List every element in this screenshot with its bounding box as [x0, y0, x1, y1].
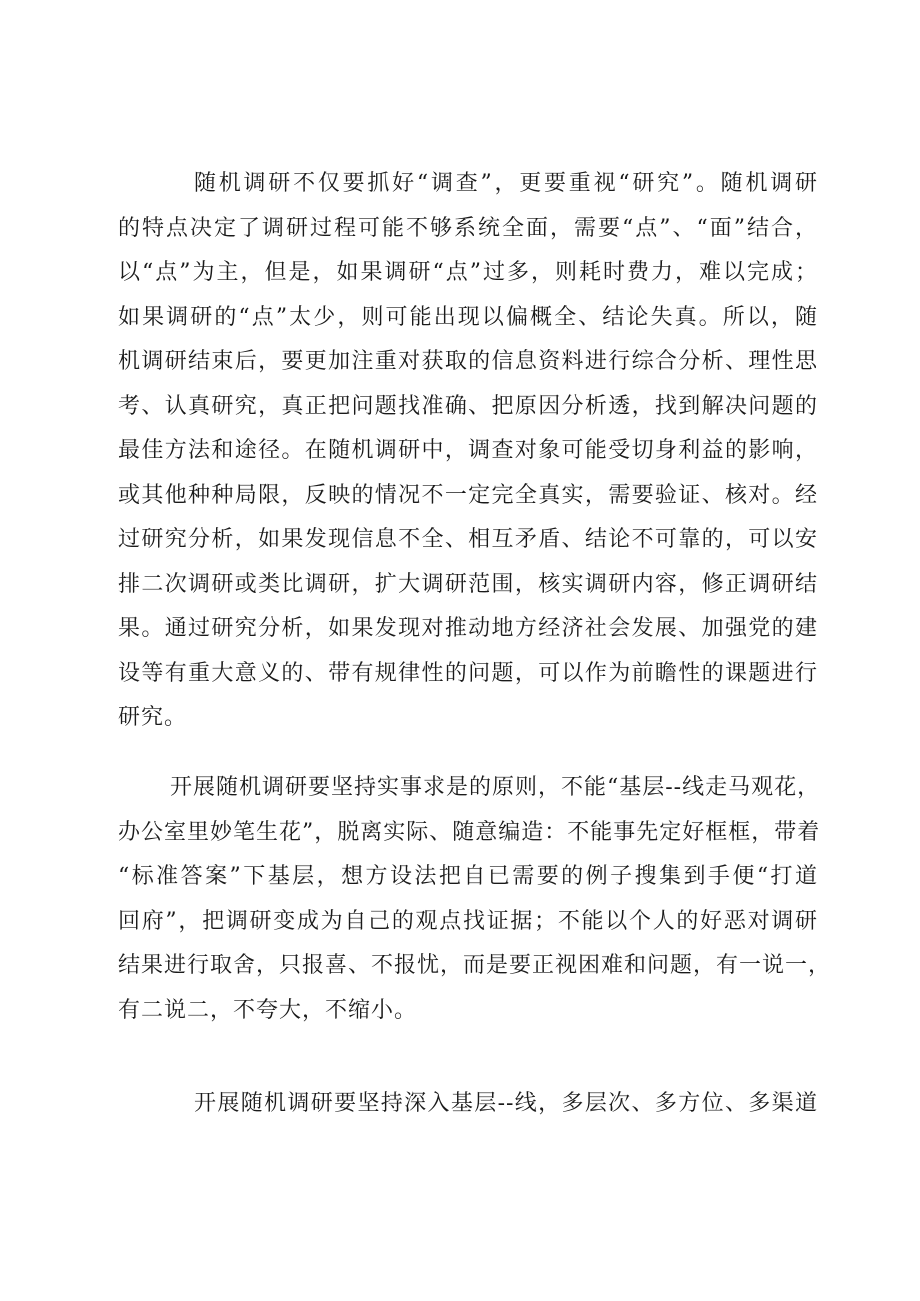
text-line: 随机调研不仅要抓好“调查”，更要重视“研究”。随机调研: [194, 171, 818, 196]
text-line: 最佳方法和途径。在随机调研中，调查对象可能受切身利益的影响，: [118, 438, 818, 463]
text-line: 如果调研的“点”太少，则可能出现以偏概全、结论失真。所以，随: [118, 304, 818, 330]
text-line: “标准答案”下基层，想方设法把自已需要的例子搜集到手便“打道: [118, 864, 818, 889]
text-line: 机调研结束后，要更加注重对获取的信息资料进行综合分析、理性思: [118, 349, 818, 374]
paragraph-research-emphasis: [118, 162, 818, 741]
paragraph-go-deep: [118, 1082, 818, 1127]
text-line: 开展随机调研要坚持实事求是的原则，不能“基层--线走马观花，: [170, 775, 821, 800]
paragraph-seek-truth: [118, 766, 832, 1033]
text-line: 有二说二，不夸大，不缩小。: [118, 997, 418, 1023]
text-line: 回府”，把调研变成为自己的观点找证据；不能以个人的好恶对调研: [118, 908, 818, 934]
text-line: 开展随机调研要坚持深入基层--线，多层次、多方位、多渠道: [194, 1091, 818, 1116]
text-line: 办公室里妙笔生花”，脱离实际、随意编造：不能事先定好框框，带着: [118, 819, 821, 845]
text-line: 过研究分析，如果发现信息不全、相互矛盾、结论不可靠的，可以安: [118, 527, 818, 552]
text-line: 设等有重大意义的、带有规律性的问题，可以作为前瞻性的课题进行: [118, 660, 818, 686]
text-line: 考、认真研究，真正把问题找准确、把原因分析透，找到解决问题的: [118, 393, 818, 419]
text-line: 以“点”为主，但是，如果调研“点”过多，则耗时费力，难以完成；: [118, 260, 818, 285]
text-line: 排二次调研或类比调研，扩大调研范围，核实调研内容，修正调研结: [118, 571, 818, 597]
text-line: 的特点决定了调研过程可能不够系统全面，需要“点”、“面”结合，: [118, 215, 818, 241]
text-line: 或其他种种局限，反映的情况不一定完全真实，需要验证、核对。经: [118, 482, 818, 508]
text-line: 果。通过研究分析，如果发现对推动地方经济社会发展、加强党的建: [118, 616, 818, 641]
text-line: 研究。: [118, 705, 188, 730]
text-line: 结果进行取舍，只报喜、不报忧，而是要正视困难和问题，有一说一，: [118, 953, 832, 978]
